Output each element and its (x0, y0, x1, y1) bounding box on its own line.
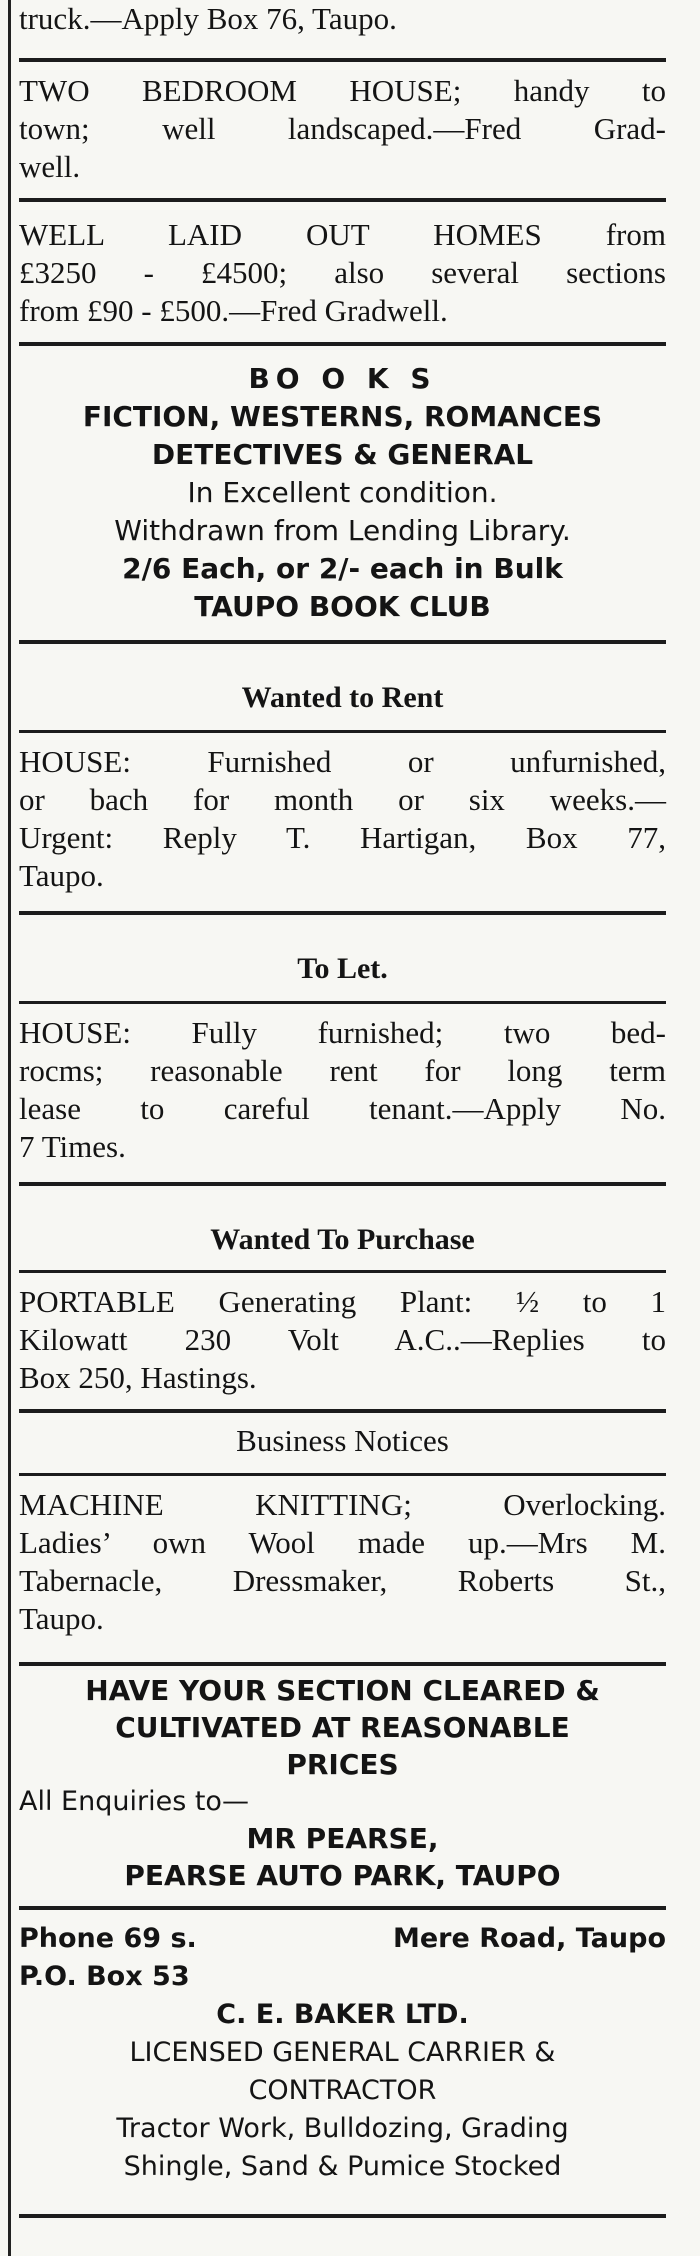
ad-truck-line: truck.—Apply Box 76, Taupo. (19, 1, 397, 36)
books-source: Withdrawn from Lending Library. (114, 514, 571, 547)
ad-line: Box 250, Hastings. (19, 1360, 257, 1395)
books-condition: In Excellent condition. (187, 476, 498, 509)
ad-section-cleared (19, 1666, 666, 1894)
books-price: 2/6 Each, or 2/- each in Bulk (122, 552, 563, 585)
ad-to-let (19, 1004, 666, 1166)
baker-line: LICENSED GENERAL CARRIER & (129, 2037, 556, 2068)
baker-phone: Phone 69 s. (19, 1923, 197, 1954)
divider (19, 2214, 666, 2218)
ad-line: TWO BEDROOM HOUSE; handy to (19, 73, 666, 108)
ad-line: from £90 - £500.—Fred Gradwell. (19, 293, 448, 328)
books-genres: FICTION, WESTERNS, ROMANCES (82, 400, 603, 433)
baker-address: Mere Road, Taupo (392, 1923, 666, 1954)
books-club: TAUPO BOOK CLUB (194, 590, 491, 623)
books-categories: DETECTIVES & GENERAL (151, 438, 534, 471)
section-cleared-line: PRICES (286, 1748, 399, 1781)
ad-two-bedroom-house (19, 62, 666, 186)
baker-line: Tractor Work, Bulldozing, Grading (116, 2113, 569, 2144)
ad-line: MACHINE KNITTING; Overlocking. (19, 1487, 666, 1522)
ad-homes (19, 202, 666, 330)
divider (19, 1182, 666, 1186)
baker-pobox: P.O. Box 53 (19, 1961, 190, 1992)
ad-line: well. (19, 149, 81, 184)
section-heading-wanted-to-purchase: Wanted To Purchase (210, 1223, 475, 1256)
ad-line: WELL LAID OUT HOMES from (19, 217, 666, 252)
ad-line: Taupo. (19, 858, 104, 893)
ad-line: Urgent: Reply T. Hartigan, Box 77, (19, 820, 666, 855)
ad-line: PORTABLE Generating Plant: ½ to 1 (19, 1284, 666, 1319)
ad-books (19, 346, 666, 626)
section-cleared-enquiries: All Enquiries to— (19, 1786, 249, 1817)
divider (19, 1409, 666, 1413)
ad-wanted-to-purchase (19, 1273, 666, 1397)
section-cleared-line: CULTIVATED AT REASONABLE (115, 1711, 570, 1744)
baker-line: Shingle, Sand & Pumice Stocked (123, 2151, 562, 2182)
section-heading-wanted-to-rent: Wanted to Rent (241, 681, 444, 714)
section-cleared-contact: MR PEARSE, (246, 1822, 439, 1855)
ad-line: Tabernacle, Dressmaker, Roberts St., (19, 1563, 666, 1598)
ad-line: Ladies’ own Wool made up.—Mrs M. (19, 1525, 666, 1560)
books-title: BO O K S (248, 362, 437, 395)
baker-name: C. E. BAKER LTD. (216, 1999, 469, 2030)
ad-wanted-to-rent (19, 733, 666, 895)
ad-line: HOUSE: Fully furnished; two bed- (19, 1015, 666, 1050)
ad-truck (19, 0, 666, 38)
ad-line: HOUSE: Furnished or unfurnished, (19, 744, 666, 779)
ad-line: £3250 - £4500; also several sections (19, 255, 666, 290)
ad-line: 7 Times. (19, 1129, 126, 1164)
ad-line: Kilowatt 230 Volt A.C..—Replies to (19, 1322, 666, 1357)
section-heading-to-let: To Let. (297, 952, 388, 985)
baker-contact-row (19, 1920, 666, 1958)
ad-line: town; well landscaped.—Fred Grad- (19, 111, 666, 146)
divider (19, 640, 666, 644)
ad-baker (19, 1910, 666, 2186)
section-cleared-line: HAVE YOUR SECTION CLEARED & (85, 1674, 600, 1707)
ad-line: rocms; reasonable rent for long term (19, 1053, 666, 1088)
ad-machine-knitting (19, 1476, 666, 1638)
ad-line: or bach for month or six weeks.— (19, 782, 666, 817)
ad-line: Taupo. (19, 1601, 104, 1636)
section-cleared-address: PEARSE AUTO PARK, TAUPO (124, 1859, 561, 1892)
section-heading-business-notices: Business Notices (236, 1423, 449, 1458)
divider (19, 911, 666, 915)
classified-column (8, 0, 666, 2256)
baker-line: CONTRACTOR (248, 2075, 437, 2106)
ad-line: lease to careful tenant.—Apply No. (19, 1091, 666, 1126)
